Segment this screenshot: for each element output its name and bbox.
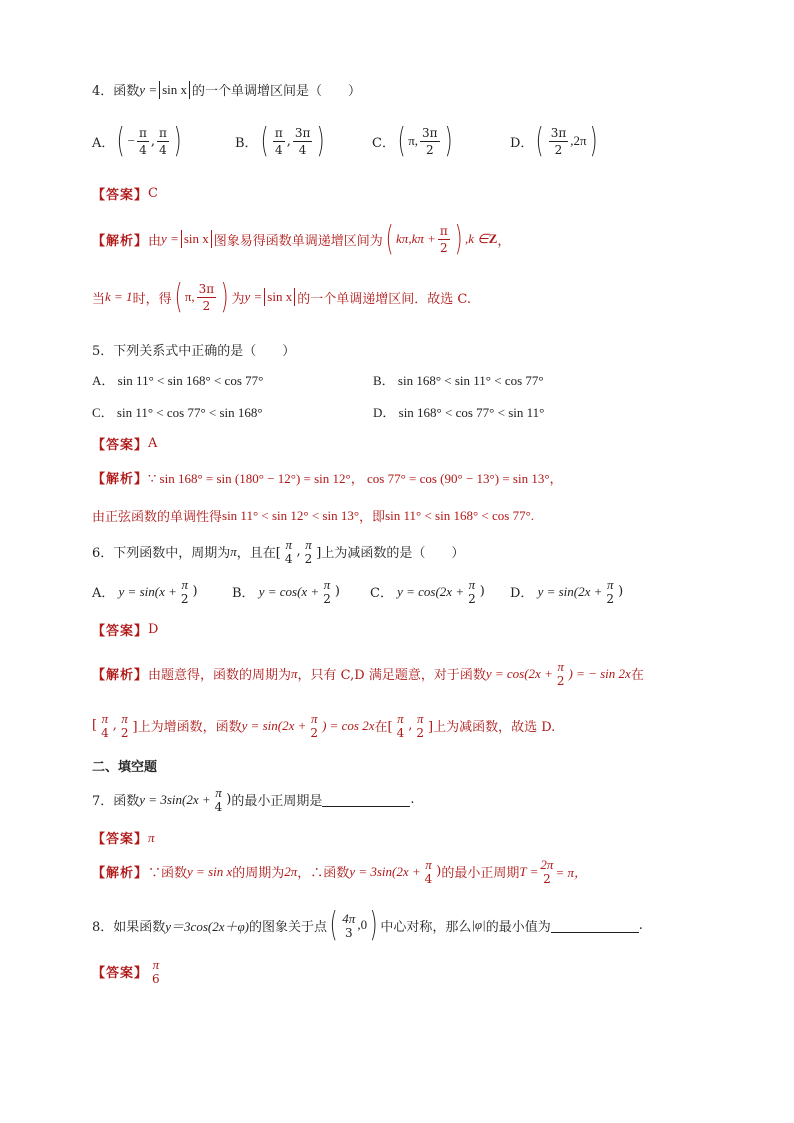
text: 由: [148, 233, 162, 249]
fraction-numerator: π: [305, 537, 312, 552]
answer-value: D: [148, 622, 159, 637]
q5-analysis-line1: [92, 468, 563, 487]
q8-stem: [92, 905, 643, 945]
fraction-denominator: 2: [543, 872, 551, 886]
fraction: [414, 712, 426, 739]
text: ，: [497, 233, 511, 249]
close: ): [436, 864, 442, 879]
formula: = π，: [555, 865, 587, 880]
text: 8．如果函数: [92, 919, 166, 935]
fraction-numerator: π: [468, 577, 476, 592]
answer-tag: 【答案】: [92, 832, 149, 847]
paren-open: (: [536, 121, 545, 161]
fraction-numerator: π: [557, 659, 564, 674]
pi: π,: [408, 133, 419, 148]
integer-set: Z: [488, 231, 498, 246]
text: ，且在[: [236, 546, 281, 561]
fraction-denominator: 2: [554, 142, 563, 157]
text: 的最小正周期: [441, 866, 520, 881]
fraction: [157, 127, 169, 156]
fraction-numerator: π: [425, 857, 432, 872]
paren-open: (: [397, 121, 406, 161]
formula: sin 11° < sin 168° < cos 77°.: [385, 507, 535, 523]
formula: ,0: [357, 917, 368, 932]
q6-stem: 6．下列函数中，周期为 π ，且在[ π 4 , π 2 ]上为减函数的是（ ）: [92, 537, 465, 566]
q4-number: 4．: [92, 84, 114, 99]
fraction-denominator: 2: [180, 592, 189, 606]
fraction-denominator: 2: [323, 592, 331, 606]
formula: y＝3cos(2x＋φ): [165, 918, 250, 934]
text: ，只有 C,D 满足题意，对于函数: [297, 668, 486, 683]
fraction: [438, 225, 450, 254]
formula: k = 1: [105, 289, 133, 304]
answer-value: A: [148, 436, 158, 451]
analysis-tag: 【解析】: [92, 472, 149, 487]
paren-close: ): [454, 219, 463, 259]
q4-sin: sin x: [162, 81, 188, 97]
fraction-numerator: π: [606, 577, 614, 592]
formula: sin x: [267, 289, 293, 304]
fraction-denominator: 2: [120, 726, 129, 740]
fraction-denominator: 2: [468, 592, 476, 606]
question-text: 5．下列关系式中正确的是（ ）: [92, 344, 296, 359]
paren-open: (: [174, 277, 183, 317]
fraction-denominator: 2: [556, 674, 565, 688]
text: 图象易得函数单调递增区间为: [213, 233, 383, 249]
fraction-numerator: π: [323, 577, 331, 592]
fraction-numerator: π: [159, 125, 167, 140]
abs-bar: [159, 81, 160, 99]
fraction-denominator: 4: [274, 142, 283, 157]
option-label: D．: [510, 135, 534, 151]
answer-tag: 【答案】: [92, 188, 149, 203]
analysis-tag: 【解析】: [92, 233, 149, 249]
fraction-numerator: π: [439, 223, 448, 238]
fraction: [293, 127, 313, 156]
text: .: [410, 792, 415, 807]
section-heading: [92, 756, 157, 775]
fraction-numerator: 3π: [550, 125, 567, 140]
q4-analysis-line1: [92, 219, 511, 259]
fraction-numerator: π: [101, 711, 109, 726]
fraction: [303, 538, 315, 565]
fraction: [273, 127, 285, 156]
fraction-numerator: π: [121, 711, 128, 726]
q6-answer: [92, 620, 158, 639]
fraction-denominator: 2: [304, 552, 313, 566]
text: 7．函数: [92, 794, 140, 809]
q6-option-a: [92, 578, 198, 605]
formula: kπ,kπ +: [396, 231, 436, 246]
abs-bar: [189, 81, 190, 99]
fraction: [549, 127, 569, 156]
fraction-numerator: π: [285, 537, 292, 552]
fraction-denominator: 2: [202, 298, 211, 313]
fraction-denominator: 4: [284, 552, 293, 566]
fraction-denominator: 2: [425, 142, 434, 157]
fraction: [423, 858, 435, 885]
option-label: A．: [92, 586, 115, 601]
fraction: [179, 578, 191, 605]
close: ): [334, 584, 340, 599]
q4-option-d: [510, 121, 600, 161]
text: 中心对称，那么: [380, 919, 472, 935]
answer-blank: [322, 792, 410, 807]
fraction-denominator: 4: [396, 726, 405, 740]
formula: ) = cos 2x: [322, 717, 375, 733]
minus: −: [127, 133, 135, 148]
q5-option-b: [373, 370, 544, 389]
answer-tag: 【答案】: [92, 438, 149, 453]
fraction: [420, 127, 440, 156]
text: ，即: [359, 510, 386, 525]
fraction-numerator: 2π: [540, 857, 554, 872]
text: 的最小正周期是: [231, 794, 323, 809]
option-label: C．: [370, 586, 393, 601]
q4-text-after: 的一个单调增区间是（ ）: [192, 84, 362, 99]
fraction-denominator: 2: [440, 240, 448, 255]
option-label: B．: [235, 135, 258, 151]
paren-close: ): [589, 121, 598, 161]
text: ]上为减函数，故选 D.: [428, 720, 556, 735]
answer-value: C: [148, 186, 158, 201]
option-text: A． sin 11° < sin 168° < cos 77°: [92, 373, 264, 388]
formula: y = sin(x +: [118, 583, 177, 599]
fraction-numerator: 3π: [198, 281, 215, 296]
option-label: D．: [510, 586, 534, 601]
answer-blank: [551, 918, 639, 933]
q4-option-b: B． ( $\frac{\pi}{4}$ , $\frac{3\pi}{4}$ ): [235, 121, 326, 161]
text: [: [92, 718, 98, 733]
fraction-denominator: 3: [344, 925, 353, 940]
formula: ∵ sin 168° = sin (180° − 12°) = sin 12°， cos 77° = cos (90° − 13°) = sin 13°，: [148, 471, 563, 486]
option-text: ,2π: [570, 133, 587, 148]
section-title: 二、填空题: [92, 760, 158, 775]
abs-bar: [181, 230, 182, 248]
paren-close: ): [317, 121, 326, 161]
formula: y = cos(2x +: [485, 665, 553, 681]
q7-analysis: [92, 858, 587, 885]
fraction-denominator: 4: [101, 726, 109, 740]
abs-bar: [211, 230, 212, 248]
paren-close: ): [444, 121, 453, 161]
formula: π: [291, 665, 298, 681]
close: ): [226, 792, 232, 807]
paren-close: ): [173, 121, 182, 161]
fraction: [555, 660, 567, 687]
abs-bar: [294, 288, 295, 306]
option-label: C．: [372, 135, 395, 151]
analysis-tag: 【解析】: [92, 866, 149, 881]
fraction-numerator: π: [416, 711, 424, 726]
fraction: [466, 578, 478, 605]
fraction-denominator: 6: [152, 972, 160, 986]
fraction: [283, 538, 295, 565]
q4-text: 函数: [113, 84, 140, 99]
option-label: B．: [232, 586, 255, 601]
formula: 2π: [284, 863, 298, 879]
formula: sin x: [183, 231, 209, 246]
fraction-numerator: π: [397, 711, 404, 726]
answer-value: π: [148, 829, 155, 845]
paren-open: (: [329, 905, 338, 945]
q5-answer: [92, 434, 157, 453]
fraction-numerator: 3π: [422, 125, 438, 140]
text: 为: [231, 291, 245, 307]
formula: y = sin x: [187, 863, 233, 879]
q4-analysis-line2: [92, 277, 471, 317]
text: ∵函数: [148, 866, 188, 881]
fraction: [213, 786, 225, 813]
q5-analysis-line2: [92, 506, 534, 525]
option-text: C． sin 11° < cos 77° < sin 168°: [92, 405, 263, 420]
fraction: [137, 127, 149, 156]
q6-analysis-line2: [ π 4 , π 2 ]上为增函数，函数 y = sin(2x + π 2 ) = cos 2x 在[ π 4 , π 2 ]上为减函数，故选 D.: [92, 711, 556, 740]
q4-stem: [92, 80, 361, 99]
option-text: B． sin 168° < sin 11° < cos 77°: [373, 373, 544, 388]
text: 的最小值为: [485, 919, 551, 935]
formula: y = cos(x +: [258, 583, 320, 599]
paren-open: (: [117, 121, 126, 161]
fraction-denominator: 2: [416, 726, 425, 740]
fraction-numerator: π: [181, 577, 188, 592]
fraction: [604, 578, 616, 605]
fraction: [342, 912, 355, 939]
fraction-denominator: 4: [298, 142, 307, 157]
close: ): [618, 584, 624, 599]
fraction-denominator: 2: [310, 726, 319, 740]
q4-formula: y =: [139, 81, 158, 97]
fraction-numerator: π: [274, 125, 283, 140]
paren-open: (: [385, 219, 394, 259]
fraction-numerator: π: [310, 711, 318, 726]
text: 在: [630, 668, 644, 683]
option-label: A．: [92, 135, 115, 151]
formula: y = cos(2x +: [397, 583, 465, 599]
formula: y = 3sin(2x +: [139, 791, 211, 807]
answer-tag: 【答案】: [92, 966, 149, 981]
fraction: [197, 283, 217, 312]
close: ): [192, 584, 198, 599]
fraction: [540, 858, 553, 885]
formula: y = sin(2x +: [537, 583, 603, 599]
text: 的一个单调递增区间．故选 C.: [297, 291, 471, 307]
formula: |φ|: [471, 917, 486, 932]
text: 的周期为: [232, 866, 285, 881]
q7-answer: [92, 828, 155, 847]
q4-option-c: [372, 121, 455, 161]
text: ]上为增函数，函数: [132, 720, 242, 735]
fraction: [308, 712, 320, 739]
formula: ,k ∈: [465, 231, 489, 246]
q5-option-d: [373, 402, 544, 421]
text: 由正弦函数的单调性得: [92, 510, 223, 525]
fraction-denominator: 4: [159, 142, 167, 157]
formula: ) = − sin 2x: [568, 665, 631, 681]
fraction-numerator: π: [215, 785, 222, 800]
q5-option-a: [92, 370, 263, 389]
fraction-denominator: 4: [424, 872, 433, 886]
analysis-tag: 【解析】: [92, 668, 149, 683]
formula: π,: [184, 289, 195, 304]
q7-stem: [92, 786, 415, 813]
text: 时，得: [132, 291, 172, 307]
fraction-numerator: 4π: [342, 910, 356, 926]
paren-open: (: [260, 121, 269, 161]
text: 6．下列函数中，周期为: [92, 546, 231, 561]
fraction: [99, 712, 111, 739]
answer-tag: 【答案】: [92, 624, 149, 639]
q6-option-d: [510, 578, 623, 605]
abs-bar: [264, 288, 265, 306]
text: ]上为减函数的是（ ）: [316, 546, 465, 561]
text: 由题意得，函数的周期为: [148, 668, 292, 683]
fraction-denominator: 4: [214, 800, 223, 814]
fraction-numerator: 3π: [294, 125, 311, 140]
formula: y = sin(2x +: [241, 717, 307, 733]
text: 在[: [374, 720, 393, 735]
option-text: D． sin 168° < cos 77° < sin 11°: [373, 405, 545, 420]
text: 的图象关于点: [249, 919, 328, 935]
paren-close: ): [220, 277, 229, 317]
q5-option-c: [92, 402, 263, 421]
q8-answer: [92, 958, 164, 985]
fraction: [321, 578, 333, 605]
q5-stem: [92, 340, 295, 359]
formula: y =: [161, 231, 179, 246]
q6-analysis-line1: [92, 660, 644, 687]
text: ，∴函数: [297, 866, 350, 881]
fraction-denominator: 2: [606, 592, 615, 606]
answer-fraction: [150, 958, 162, 985]
text: 当: [92, 291, 106, 307]
q6-option-b: [232, 578, 340, 605]
fraction-numerator: π: [152, 957, 160, 972]
q6-option-c: [370, 578, 485, 605]
fraction: [119, 712, 131, 739]
paren-close: ): [369, 905, 378, 945]
fraction-numerator: π: [139, 125, 147, 140]
formula: T =: [519, 863, 539, 879]
close: ): [479, 584, 485, 599]
fraction-denominator: 4: [139, 142, 147, 157]
formula: y =: [244, 289, 263, 304]
q4-option-a: A． ( − $\frac{\pi}{4}$ , $\frac{\pi}{4}$ ): [92, 121, 182, 161]
text: .: [638, 917, 643, 933]
fraction: [395, 712, 407, 739]
q4-answer: [92, 184, 158, 203]
formula: y = 3sin(2x +: [349, 863, 421, 879]
formula: sin 11° < sin 12° < sin 13°: [222, 507, 360, 523]
formula: π: [230, 543, 237, 559]
